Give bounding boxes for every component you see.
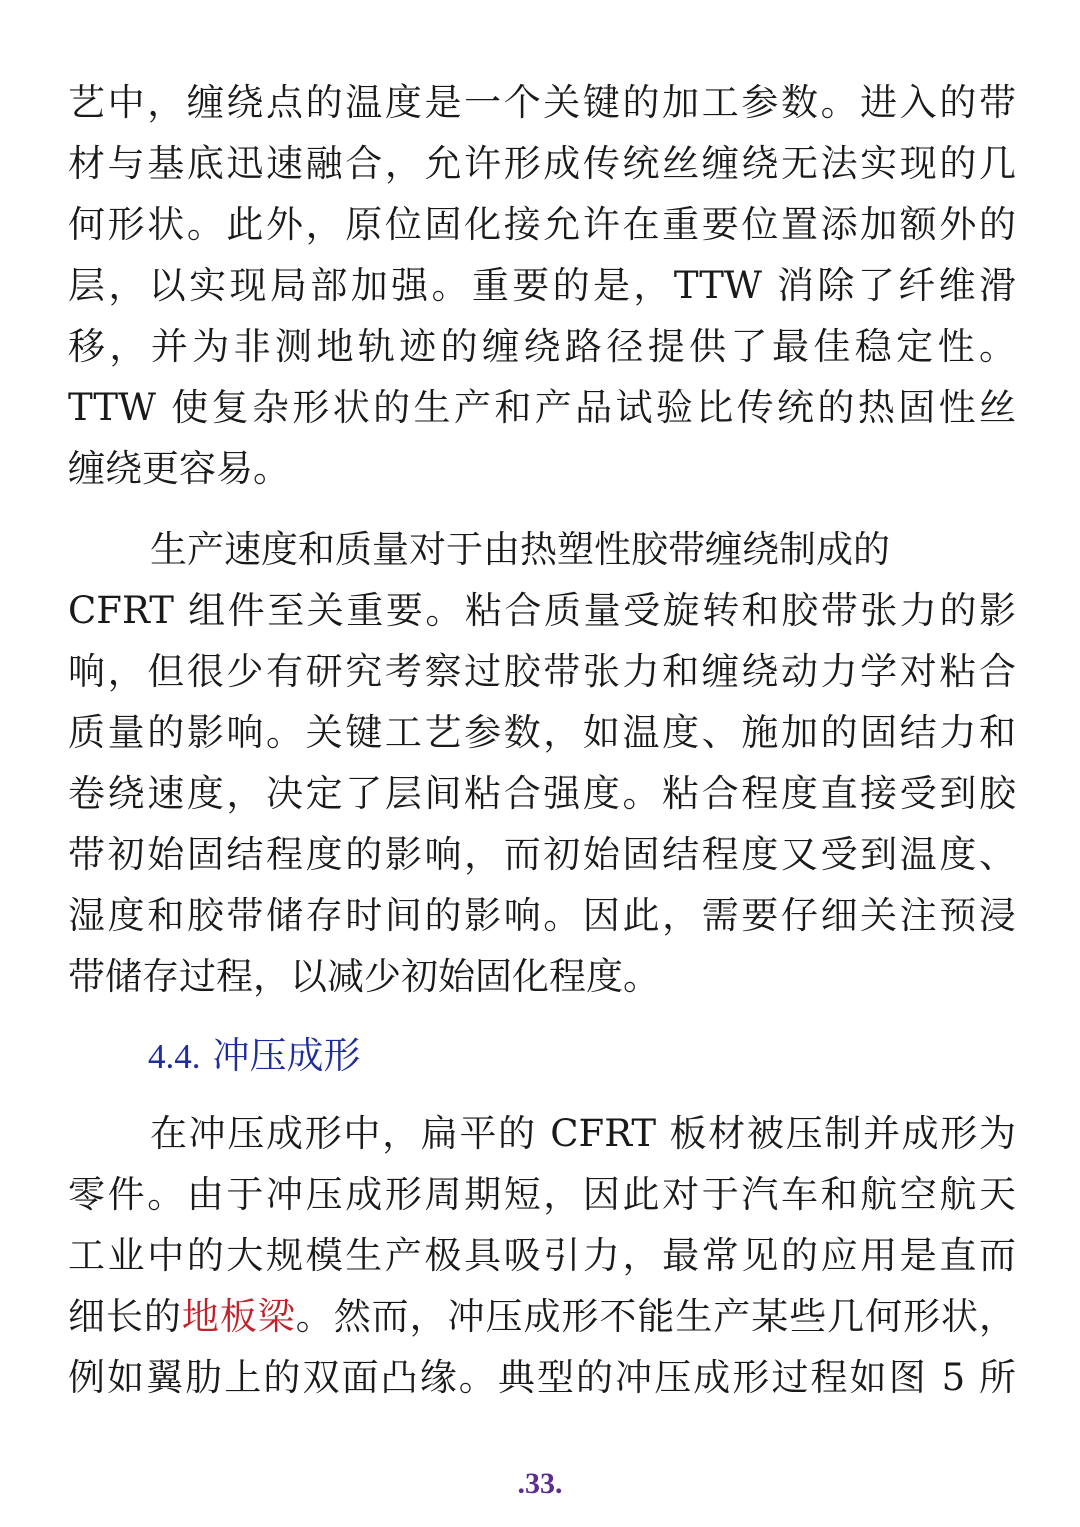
- paragraph-3-line-4-after: 。然而，冲压成形不能生产某些几何形状，: [295, 1295, 1016, 1338]
- paragraph-1-line-3: 何形状。此外，原位固化接允许在重要位置添加额外的: [68, 203, 1016, 246]
- page-number: .33.: [517, 1467, 563, 1500]
- section-number: 4.4.: [148, 1037, 201, 1076]
- paragraph-3-line-1: 在冲压成形中，扁平的 CFRT 板材被压制并成形为: [150, 1112, 1016, 1155]
- paragraph-1-line-4: 层，以实现局部加强。重要的是，TTW 消除了纤维滑: [68, 264, 1016, 307]
- paragraph-1-line-2: 材与基底迅速融合，允许形成传统丝缠绕无法实现的几: [68, 142, 1016, 185]
- paragraph-2-line-6: 带初始固结程度的影响，而初始固结程度又受到温度、: [68, 833, 1016, 876]
- section-title: 冲压成形: [212, 1034, 361, 1077]
- paragraph-1-line-6: TTW 使复杂形状的生产和产品试验比传统的热固性丝: [68, 386, 1016, 429]
- paragraph-2-line-2: CFRT 组件至关重要。粘合质量受旋转和胶带张力的影: [68, 589, 1016, 632]
- paragraph-1-line-7: 缠绕更容易。: [68, 447, 290, 490]
- paragraph-2-line-3: 响，但很少有研究考察过胶带张力和缠绕动力学对粘合: [68, 650, 1016, 693]
- paragraph-2-line-7: 湿度和胶带储存时间的影响。因此，需要仔细关注预浸: [68, 894, 1016, 937]
- paragraph-2-line-8: 带储存过程，以减少初始固化程度。: [68, 955, 660, 998]
- paragraph-3-line-4-before: 细长的: [68, 1295, 182, 1338]
- paragraph-3-line-4: [68, 1287, 1016, 1347]
- paragraph-2-line-4: 质量的影响。关键工艺参数，如温度、施加的固结力和: [68, 711, 1016, 754]
- paragraph-3-line-5: 例如翼肋上的双面凸缘。典型的冲压成形过程如图 5 所: [68, 1356, 1016, 1399]
- paragraph-2-line-1: 生产速度和质量对于由热塑性胶带缠绕制成的: [150, 528, 890, 571]
- section-heading: [148, 1026, 361, 1086]
- paragraph-3-line-2: 零件。由于冲压成形周期短，因此对于汽车和航空航天: [68, 1173, 1016, 1216]
- paragraph-1-line-5: 移，并为非测地轨迹的缠绕路径提供了最佳稳定性。: [68, 325, 1016, 368]
- highlighted-term[interactable]: 地板梁: [181, 1295, 296, 1338]
- paragraph-2-line-5: 卷绕速度，决定了层间粘合强度。粘合程度直接受到胶: [68, 772, 1016, 815]
- paragraph-3-line-3: 工业中的大规模生产极具吸引力，最常见的应用是直而: [68, 1234, 1016, 1277]
- paragraph-1-line-1: 艺中，缠绕点的温度是一个关键的加工参数。进入的带: [68, 81, 1016, 124]
